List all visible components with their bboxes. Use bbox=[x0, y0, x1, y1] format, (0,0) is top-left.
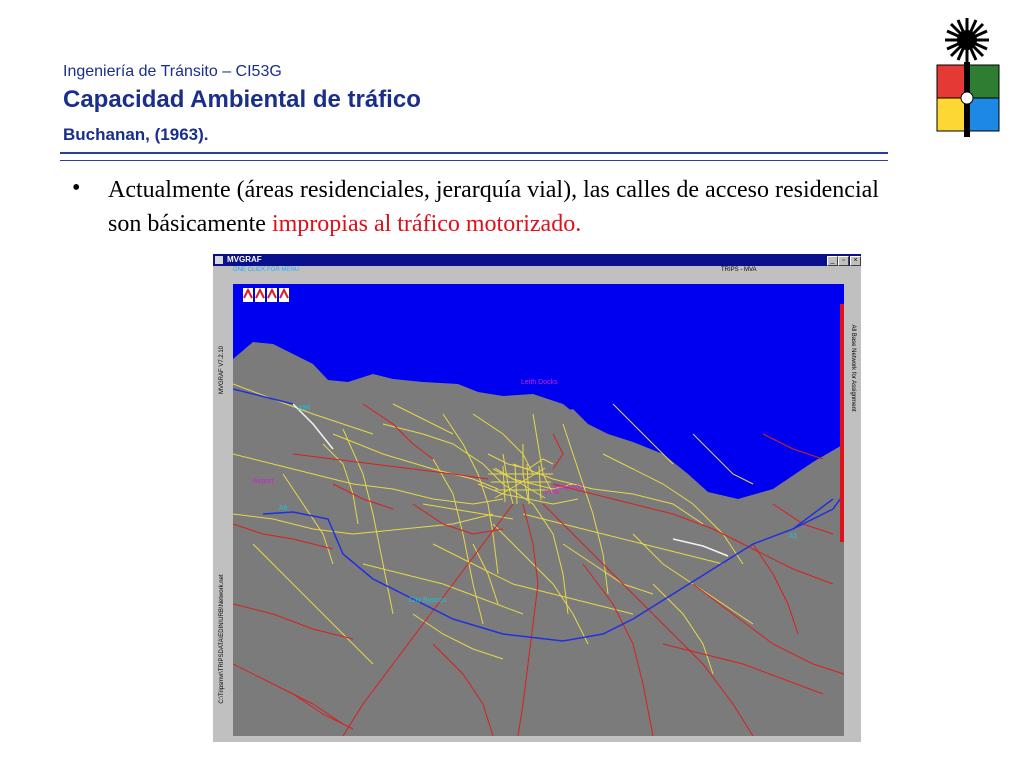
slide-title: Capacidad Ambiental de tráfico bbox=[63, 86, 421, 113]
bullet-text-plain: Actualmente (áreas residenciales, jerarquía vial), las calles de acceso residencial son básicamente bbox=[108, 177, 879, 237]
menu-hint[interactable]: ONE CLICK FOR MENU bbox=[233, 267, 300, 273]
label-leith-docks: Leith Docks bbox=[521, 379, 558, 386]
bullet-text bbox=[108, 173, 908, 241]
right-label: All Base Network for Assignment bbox=[850, 324, 856, 412]
window-title: MVGRAF bbox=[227, 255, 262, 264]
left-label-top: MVGRAF V7.2.10 bbox=[219, 345, 225, 395]
bullet-marker: • bbox=[72, 175, 81, 201]
minimize-button[interactable]: _ bbox=[827, 256, 838, 266]
header-rule bbox=[60, 152, 888, 154]
road-network-map[interactable] bbox=[233, 284, 844, 736]
label-park: Park bbox=[545, 489, 560, 496]
label-airport: Airport bbox=[253, 478, 274, 485]
course-subtitle: Ingeniería de Tránsito – CI53G bbox=[63, 63, 282, 80]
app-window bbox=[213, 254, 861, 742]
close-button[interactable]: × bbox=[850, 256, 861, 266]
reference: Buchanan, (1963). bbox=[63, 125, 209, 144]
a90-road bbox=[233, 389, 293, 404]
label-a90: A90 bbox=[298, 405, 311, 412]
status-text: TRIPS - MVA bbox=[721, 267, 757, 273]
window-titlebar[interactable] bbox=[213, 254, 861, 266]
sea-area bbox=[233, 284, 844, 499]
right-scroll-indicator bbox=[840, 304, 844, 542]
left-label-bottom: C:\Tripsmvr\TRIPSDATA\EDIN\URB\Network.net bbox=[219, 574, 225, 704]
label-city-bypass: City Bypass bbox=[409, 597, 446, 604]
menu-bar bbox=[213, 266, 861, 276]
university-crest-icon bbox=[932, 10, 1002, 138]
bullet-text-highlight: impropias al tráfico motorizado. bbox=[271, 211, 582, 237]
label-holyrood: Holyrood bbox=[555, 484, 584, 491]
app-icon bbox=[215, 256, 223, 264]
header-rule-thin bbox=[60, 160, 888, 161]
label-a8: A8 bbox=[279, 505, 288, 512]
label-a1: A1 bbox=[789, 533, 798, 540]
map-canvas[interactable] bbox=[233, 284, 844, 736]
maximize-button[interactable]: ▫ bbox=[838, 256, 849, 266]
